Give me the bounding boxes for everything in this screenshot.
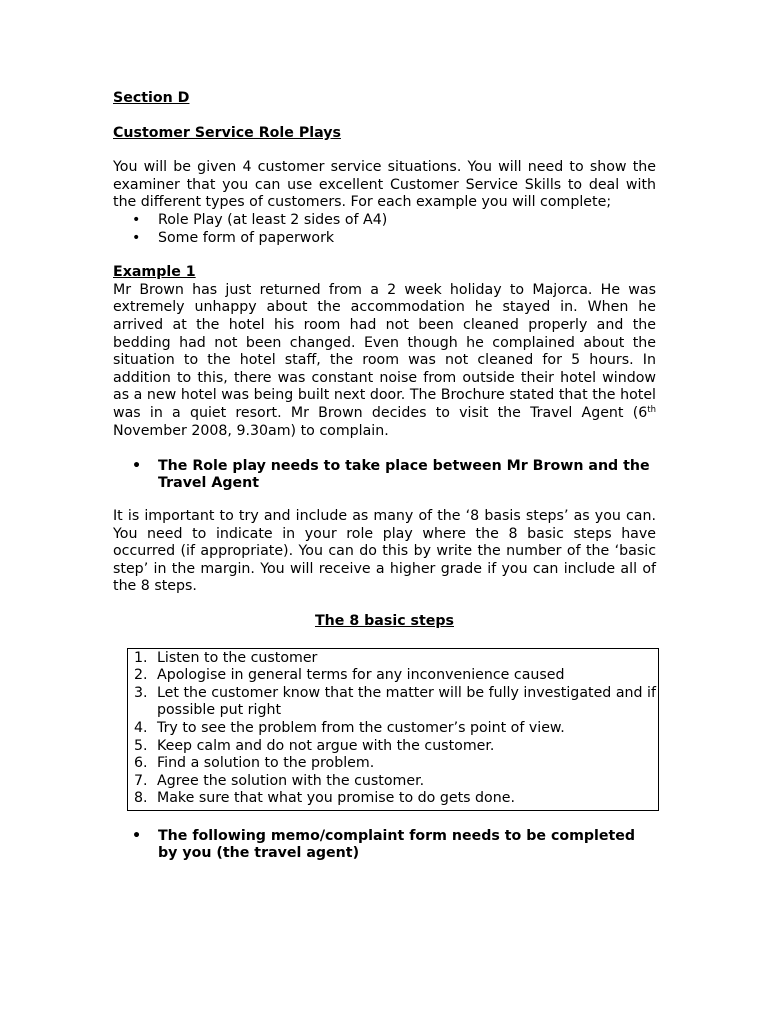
step-text: Agree the solution with the customer. <box>157 772 425 789</box>
document-content <box>113 90 656 861</box>
list-item <box>128 773 658 791</box>
steps-paragraph: It is important to try and include as many of the ‘8 basis steps’ as you can. You need to indicate in your role play where the 8 basic steps have occurred (if appropriate). You can do this by write the number of the ‘basic step’ in the margin. You will receive a higher grade if you can include all of the 8 steps. <box>113 508 656 595</box>
step-text: Find a solution to the problem. <box>157 755 375 772</box>
list-item <box>128 667 658 685</box>
step-text: Listen to the customer <box>157 649 318 666</box>
steps-title: The 8 basic steps <box>315 613 454 630</box>
section-title: Section D <box>113 90 190 106</box>
list-item <box>128 755 658 773</box>
step-number: 3. <box>134 684 148 701</box>
step-number: 6. <box>134 755 148 772</box>
intro-paragraph: You will be given 4 customer service situations. You will need to show the examiner that you can use excellent Customer Service Skills to deal with the different types of customers. For each example you will complete; <box>113 159 656 211</box>
intro-bullet-list <box>113 212 656 247</box>
steps-box <box>127 648 659 811</box>
role-play-bullet-list <box>113 458 656 491</box>
list-item <box>128 650 658 668</box>
memo-bullet-list <box>113 828 656 861</box>
list-item <box>128 720 658 738</box>
steps-list <box>128 650 658 808</box>
example-text: Mr Brown has just returned from a 2 week holiday to Majorca. He was extremely unhappy about the accommodation he stayed in. When he arrived at the hotel his room had not been cleaned properly and the bedding had not been changed. Even though he complained about the situation to the hotel staff, the room was not cleaned for 5 hours. In addition to this, there was constant noise from outside their hotel window as a new hotel was being built next door. The Brochure stated that the hotel was in a quiet resort. Mr Brown decides to visit the Travel Agent (6 <box>113 281 656 421</box>
list-item: • Some form of paperwork <box>113 230 656 248</box>
step-text: Make sure that what you promise to do gets done. <box>157 790 515 807</box>
list-item <box>128 738 658 756</box>
step-number: 2. <box>134 667 148 684</box>
list-item <box>128 790 658 808</box>
example-title: Example 1 <box>113 264 196 281</box>
step-text: Try to see the problem from the customer’s point of view. <box>157 720 565 737</box>
step-text: Apologise in general terms for any inconvenience caused <box>157 667 565 684</box>
step-number: 8. <box>134 790 148 807</box>
date-superscript: th <box>647 404 656 415</box>
step-number: 7. <box>134 772 148 789</box>
list-item: • Role Play (at least 2 sides of A4) <box>113 212 656 230</box>
page-heading: Customer Service Role Plays <box>113 124 341 141</box>
list-item <box>128 685 658 720</box>
example-text-end: November 2008, 9.30am) to complain. <box>113 422 389 439</box>
role-play-bullet: • The Role play needs to take place between Mr Brown and the Travel Agent <box>113 458 656 491</box>
step-text: Let the customer know that the matter will be fully investigated and if possible put right <box>157 684 656 719</box>
step-number: 1. <box>134 649 148 666</box>
step-number: 5. <box>134 737 148 754</box>
step-number: 4. <box>134 720 148 737</box>
memo-bullet: • The following memo/complaint form needs to be completed by you (the travel agent) <box>113 828 656 861</box>
example-paragraph <box>113 282 656 440</box>
step-text: Keep calm and do not argue with the customer. <box>157 737 495 754</box>
